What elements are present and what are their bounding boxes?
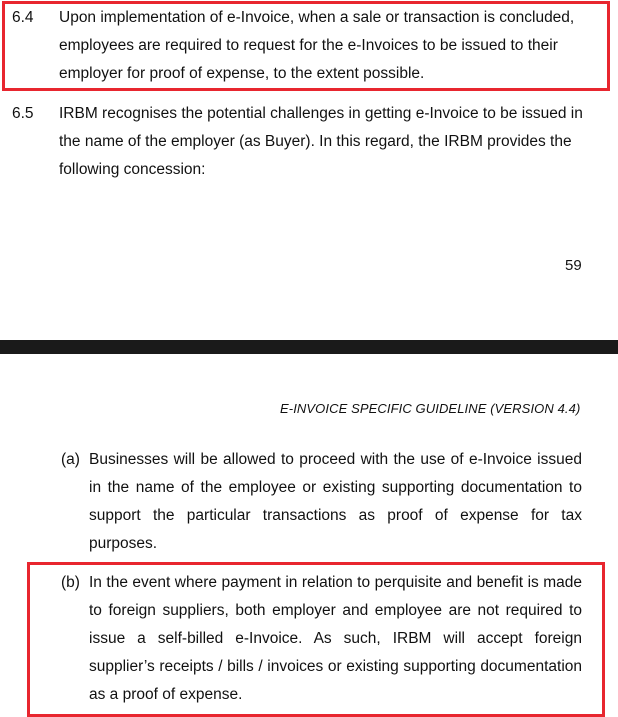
section-number: 6.5 [12, 105, 34, 122]
list-item-a [61, 446, 583, 558]
list-item-label: (b) [61, 574, 80, 591]
list-item-text: In the event where payment in relation to perquisite and benefit is made to foreign suppliers, both employer and employee are not required to issue a self-billed e-Invoice. As such, IRBM will accept foreign supplier’s receipts / bills / invoices or existing supporting documentation as a proof of expense. [89, 574, 582, 703]
running-header: E-INVOICE SPECIFIC GUIDELINE (VERSION 4.4) [280, 401, 581, 416]
section-text: IRBM recognises the potential challenges in getting e-Invoice to be issued in the name of the employer (as Buyer). In this regard, the IRBM provides the following concession: [59, 105, 583, 178]
document-page-top [0, 0, 618, 340]
list-item-text: Businesses will be allowed to proceed with the use of e-Invoice issued in the name of the employee or existing supporting documentation to support the particular transactions as proof of expense for tax purposes. [89, 451, 582, 552]
page-separator [0, 340, 618, 354]
section-6-5 [12, 100, 592, 184]
section-6-4 [12, 4, 592, 88]
page-number: 59 [565, 257, 582, 274]
document-page-bottom [0, 354, 618, 715]
section-number: 6.4 [12, 9, 34, 26]
list-item-b [61, 569, 583, 709]
section-text: Upon implementation of e-Invoice, when a sale or transaction is concluded, employees are required to request for the e-Invoices to be issued to their employer for proof of expense, to the extent possible. [59, 9, 575, 82]
list-item-label: (a) [61, 451, 80, 468]
